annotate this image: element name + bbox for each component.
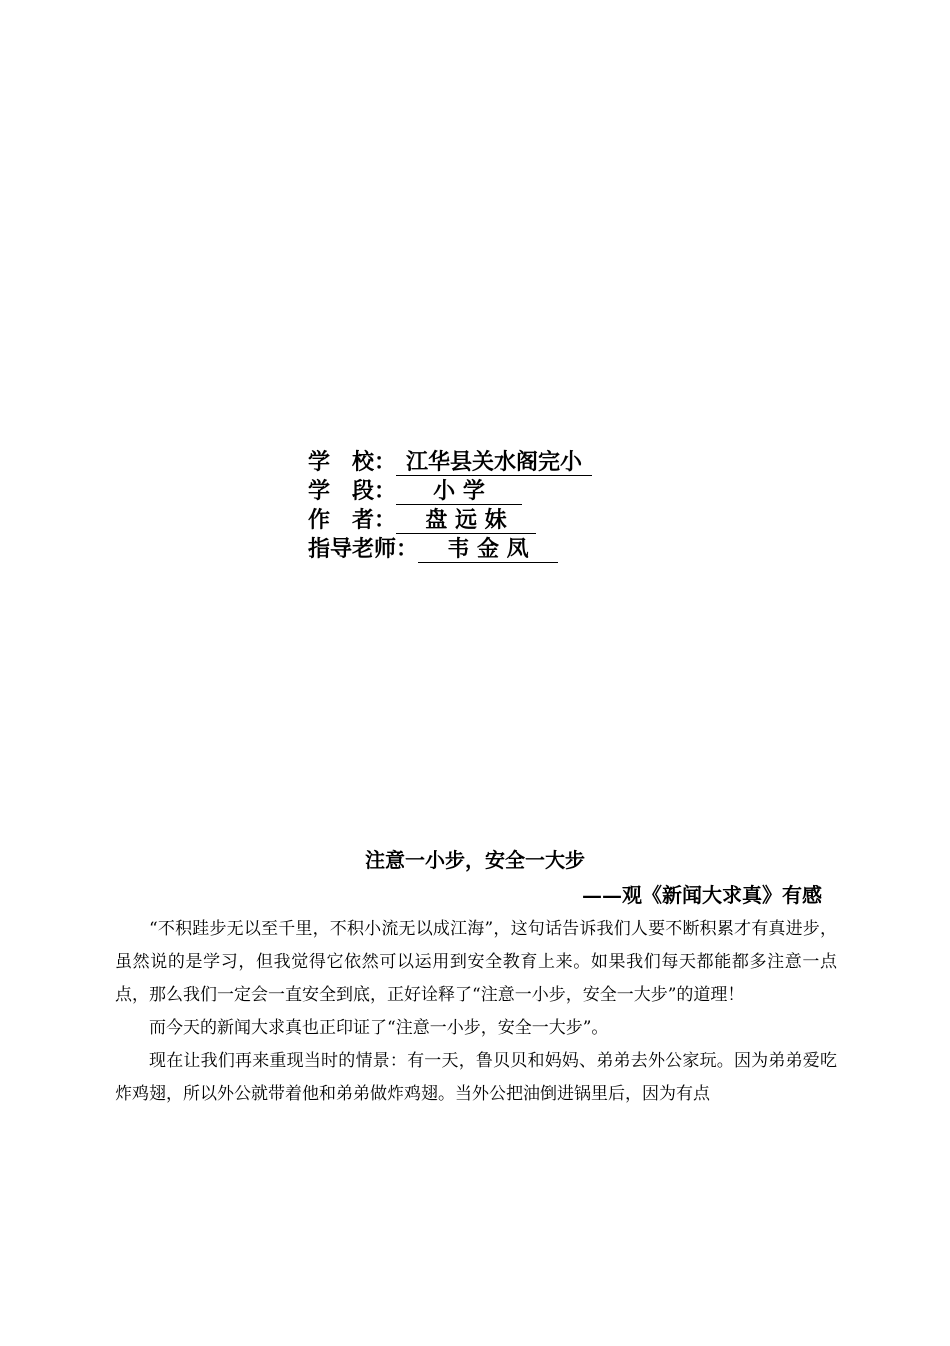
teacher-label: 指导老师：: [308, 537, 419, 562]
paragraph-2: 而今天的新闻大求真也正印证了“注意一小步，安全一大步”。: [149, 1018, 609, 1038]
school-row: [308, 448, 708, 477]
author-row: [308, 506, 708, 535]
article-body: [115, 913, 837, 1111]
paragraph-3: 现在让我们再来重现当时的情景：有一天，鲁贝贝和妈妈、弟弟去外公家玩。因为弟弟爱吃炸鸡翅，所以外公就带着他和弟弟做炸鸡翅。当外公把油倒进锅里后，因为有点: [115, 1051, 837, 1104]
school-value: 江华县关水阁完小: [396, 451, 592, 476]
author-value: 盘 远 妹: [396, 509, 536, 534]
stage-value: 小 学: [396, 480, 522, 505]
paragraph-1: “不积跬步无以至千里，不积小流无以成江海”，这句话告诉我们人要不断积累才有真进步，虽然说的是学习，但我觉得它依然可以运用到安全教育上来。如果我们每天都能都多注意一点点，那么我们一定会一直安全到底，正好诠释了“注意一小步，安全一大步”的道理！: [115, 919, 837, 1005]
article-subtitle: ——观《新闻大求真》有感: [582, 883, 822, 907]
teacher-row: [308, 535, 708, 564]
stage-label: 学 段：: [308, 479, 397, 504]
school-label: 学 校：: [308, 450, 397, 475]
stage-row: [308, 477, 708, 506]
author-label: 作 者：: [308, 508, 397, 533]
author-info-block: [308, 448, 708, 564]
article-title: 注意一小步，安全一大步: [365, 848, 585, 872]
teacher-value: 韦 金 凤: [418, 538, 558, 563]
